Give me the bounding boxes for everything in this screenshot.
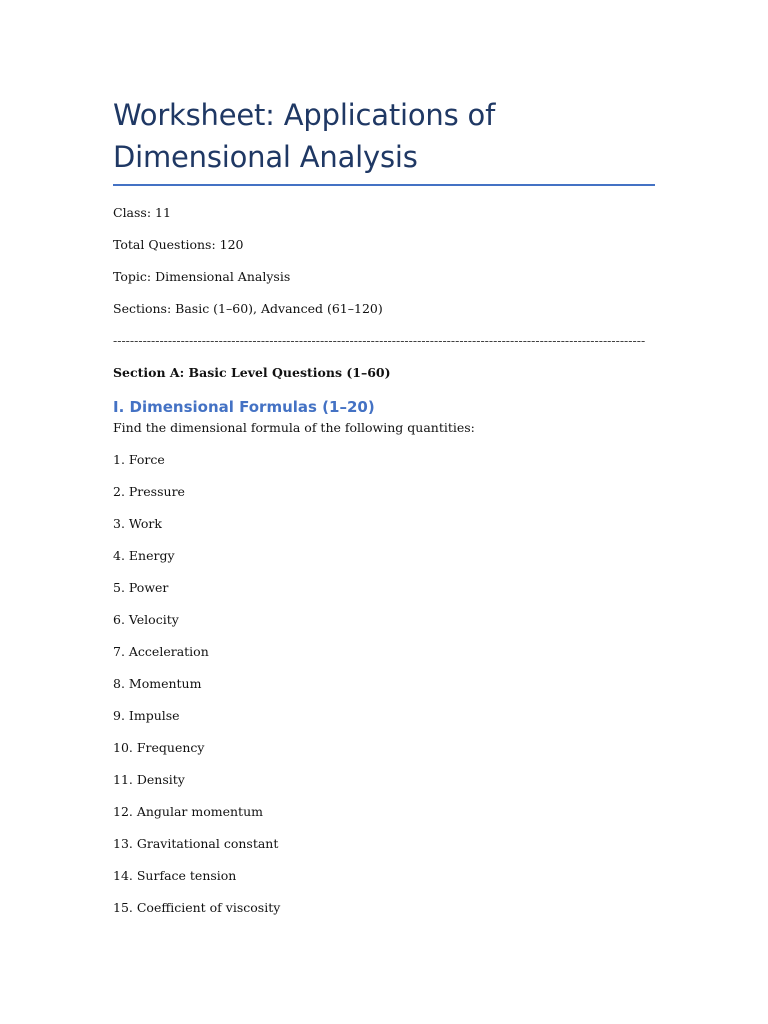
document-page: [113, 94, 655, 932]
question-list: [113, 452, 655, 916]
meta-sections: Sections: Basic (1–60), Advanced (61–120): [113, 301, 383, 316]
question-item: 15. Coefficient of viscosity: [113, 900, 281, 915]
question-item: 1. Force: [113, 452, 165, 467]
question-item: 3. Work: [113, 516, 162, 531]
section-a-heading: Section A: Basic Level Questions (1–60): [113, 365, 391, 380]
question-item: 14. Surface tension: [113, 868, 237, 883]
instruction-text: Find the dimensional formula of the following quantities:: [113, 420, 475, 435]
question-item: 13. Gravitational constant: [113, 836, 279, 851]
question-item: 10. Frequency: [113, 740, 205, 755]
page-title: Worksheet: Applications of Dimensional Analysis: [113, 98, 496, 174]
question-item: 9. Impulse: [113, 708, 180, 723]
title-underline: [113, 184, 655, 186]
question-item: 2. Pressure: [113, 484, 185, 499]
question-item: 5. Power: [113, 580, 169, 595]
meta-topic: Topic: Dimensional Analysis: [113, 269, 291, 284]
question-item: 6. Velocity: [113, 612, 179, 627]
question-item: 4. Energy: [113, 548, 175, 563]
question-item: 8. Momentum: [113, 676, 202, 691]
question-item: 7. Acceleration: [113, 644, 209, 659]
question-item: 11. Density: [113, 772, 185, 787]
meta-class: Class: 11: [113, 205, 171, 220]
subsection-heading: I. Dimensional Formulas (1–20): [113, 398, 375, 416]
question-item: 12. Angular momentum: [113, 804, 263, 819]
dashed-divider: ------------------------------------------------------------------------------------------------------------------------------: [113, 333, 646, 348]
meta-total-questions: Total Questions: 120: [113, 237, 244, 252]
